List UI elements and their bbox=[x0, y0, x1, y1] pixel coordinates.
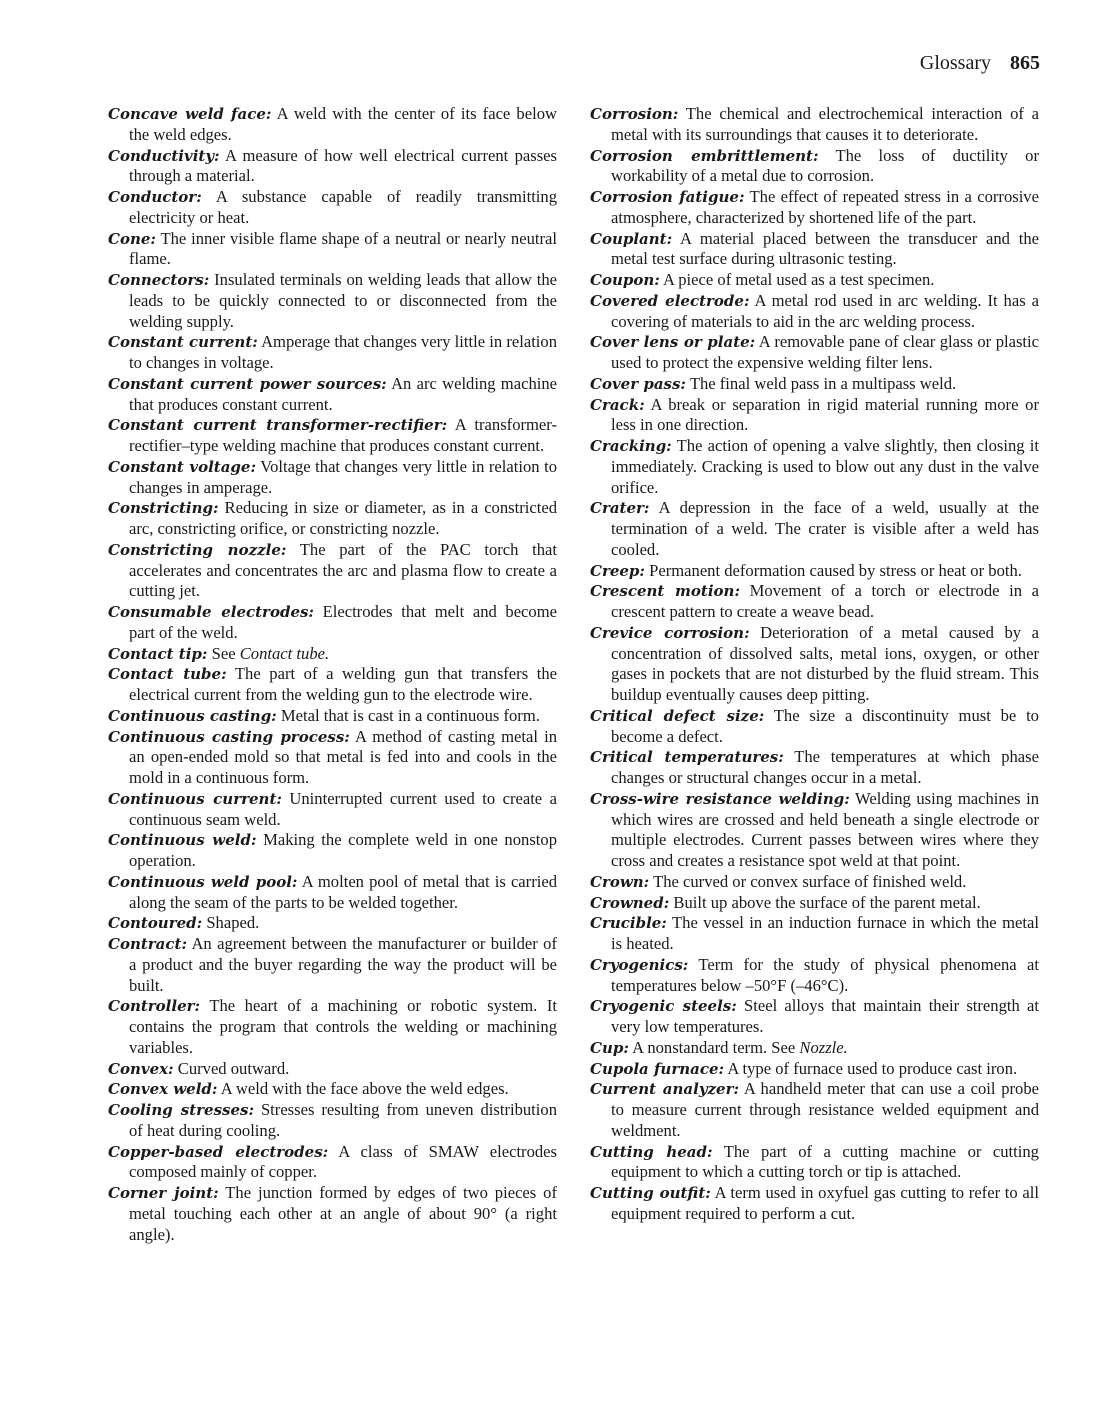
glossary-entry bbox=[590, 623, 1039, 706]
glossary-definition: The part of a cutting machine or cutting equipment to which a cutting torch or tip is attached. bbox=[611, 1141, 1039, 1182]
glossary-definition: A substance capable of readily transmitting electricity or heat. bbox=[129, 187, 558, 227]
glossary-entry bbox=[108, 457, 557, 499]
glossary-entry bbox=[590, 561, 1039, 582]
glossary-definition: The size a discontinuity must be to become a defect. bbox=[611, 705, 1039, 746]
glossary-entry bbox=[108, 229, 557, 271]
glossary-definition: The curved or convex surface of finished weld. bbox=[653, 871, 967, 891]
glossary-term: Contact tube: bbox=[108, 665, 227, 684]
glossary-entry bbox=[108, 1183, 557, 1245]
glossary-term: Corner joint: bbox=[108, 1184, 219, 1202]
glossary-term: Conductor: bbox=[108, 188, 202, 206]
glossary-definition: A removable pane of clear glass or plastic used to protect the expensive welding filter lens. bbox=[611, 332, 1040, 372]
glossary-entry bbox=[108, 1142, 557, 1184]
glossary-entry bbox=[108, 644, 557, 665]
glossary-definition: An arc welding machine that produces constant current. bbox=[129, 373, 558, 414]
glossary-entry bbox=[590, 1079, 1039, 1141]
glossary-definition: The final weld pass in a multipass weld. bbox=[689, 373, 957, 393]
glossary-definition: See bbox=[211, 643, 236, 663]
glossary-entry bbox=[108, 374, 557, 416]
glossary-term: Cryogenic steels: bbox=[590, 997, 737, 1016]
glossary-term: Covered electrode: bbox=[590, 291, 750, 310]
glossary-term: Cutting outfit: bbox=[590, 1184, 711, 1202]
glossary-definition: Built up above the surface of the parent metal. bbox=[673, 892, 981, 912]
glossary-term: Critical temperatures: bbox=[590, 748, 784, 767]
glossary-definition: Voltage that changes very little in relation to changes in amperage. bbox=[129, 456, 558, 497]
glossary-definition: The part of the PAC torch that accelerates and concentrates the arc and plasma flow to create a cutting jet. bbox=[129, 539, 557, 601]
glossary-term: Crown: bbox=[590, 872, 650, 891]
glossary-term: Connectors: bbox=[108, 271, 210, 289]
glossary-term: Cover lens or plate: bbox=[590, 333, 756, 352]
glossary-definition: A weld with the center of its face below the weld edges. bbox=[129, 104, 557, 144]
glossary-entry bbox=[108, 830, 557, 872]
glossary-entry bbox=[108, 664, 557, 706]
glossary-definition: Stresses resulting from uneven distribution of heat during cooling. bbox=[129, 1100, 557, 1140]
glossary-term: Cupola furnace: bbox=[590, 1059, 725, 1078]
glossary-definition: A term used in oxyfuel gas cutting to refer to all equipment required to perform a cut. bbox=[611, 1183, 1039, 1223]
glossary-term: Crucible: bbox=[590, 914, 667, 933]
glossary-definition: The temperatures at which phase changes or structural changes occur in a metal. bbox=[611, 747, 1039, 787]
glossary-entry bbox=[590, 146, 1039, 188]
glossary-entry bbox=[590, 395, 1039, 437]
glossary-term: Cryogenics: bbox=[590, 955, 689, 974]
glossary-definition: Uninterrupted current used to create a continuous seam weld. bbox=[129, 788, 557, 829]
glossary-term: Constant current: bbox=[108, 333, 258, 352]
glossary-entry bbox=[108, 1059, 557, 1080]
glossary-definition: Steel alloys that maintain their strength at very low temperatures. bbox=[611, 996, 1039, 1036]
glossary-term: Convex weld: bbox=[108, 1080, 218, 1099]
glossary-term: Corrosion fatigue: bbox=[590, 188, 745, 206]
glossary-entry bbox=[590, 706, 1039, 748]
glossary-definition: Shaped. bbox=[206, 913, 260, 933]
glossary-definition: An agreement between the manufacturer or builder of a product and the buyer regarding the way the product will be built. bbox=[129, 934, 557, 995]
glossary-entry bbox=[108, 727, 557, 789]
glossary-entry bbox=[108, 187, 557, 229]
glossary-entry bbox=[590, 955, 1039, 997]
glossary-term: Continuous weld: bbox=[108, 831, 257, 850]
glossary-term: Consumable electrodes: bbox=[108, 603, 314, 621]
glossary-definition: A molten pool of metal that is carried along the seam of the parts to be welded together. bbox=[129, 871, 558, 912]
glossary-entry bbox=[590, 996, 1039, 1038]
glossary-entry bbox=[108, 1100, 557, 1142]
glossary-entry bbox=[590, 1142, 1039, 1184]
glossary-definition: The part of a welding gun that transfers the electrical current from the welding gun to the electrode wire. bbox=[129, 664, 558, 704]
glossary-term: Conductivity: bbox=[108, 146, 220, 165]
glossary-entry bbox=[590, 1183, 1039, 1225]
glossary-entry bbox=[590, 374, 1039, 395]
page-number: 865 bbox=[1010, 52, 1040, 74]
glossary-definition: Making the complete weld in one nonstop operation. bbox=[129, 830, 557, 870]
glossary-term: Constricting: bbox=[108, 499, 219, 518]
glossary-term: Convex: bbox=[108, 1059, 174, 1078]
glossary-entry bbox=[590, 872, 1039, 893]
glossary-definition: The vessel in an induction furnace in which the metal is heated. bbox=[611, 913, 1039, 953]
glossary-definition: A measure of how well electrical current passes through a material. bbox=[129, 145, 557, 186]
glossary-entry bbox=[590, 270, 1039, 291]
glossary-term: Coupon: bbox=[590, 271, 660, 289]
glossary-definition: Reducing in size or diameter, as in a constricted arc, constricting orifice, or constricting nozzle. bbox=[129, 498, 557, 538]
glossary-entry bbox=[590, 1038, 1039, 1059]
glossary-entry bbox=[108, 332, 557, 374]
glossary-entry bbox=[108, 996, 557, 1058]
glossary-definition: The chemical and electrochemical interaction of a metal with its surroundings that causes it to deteriorate. bbox=[611, 104, 1039, 144]
glossary-term: Corrosion embrittlement: bbox=[590, 146, 819, 165]
glossary-term: Crevice corrosion: bbox=[590, 623, 750, 642]
glossary-entry bbox=[590, 498, 1039, 560]
glossary-entry bbox=[108, 270, 557, 332]
glossary-term: Constant current power sources: bbox=[108, 374, 387, 393]
glossary-see-reference: Nozzle. bbox=[799, 1037, 848, 1057]
glossary-term: Cooling stresses: bbox=[108, 1101, 254, 1119]
glossary-entry bbox=[108, 913, 557, 934]
glossary-definition: The inner visible flame shape of a neutral or nearly neutral flame. bbox=[129, 228, 557, 269]
glossary-term: Couplant: bbox=[590, 229, 673, 248]
glossary-term: Cutting head: bbox=[590, 1142, 713, 1161]
glossary-definition: A class of SMAW electrodes composed mainly of copper. bbox=[129, 1141, 557, 1182]
glossary-term: Contact tip: bbox=[108, 644, 208, 663]
glossary-term: Cracking: bbox=[590, 437, 672, 455]
glossary-entry bbox=[590, 913, 1039, 955]
glossary-entry bbox=[108, 934, 557, 996]
glossary-definition: A depression in the face of a weld, usually at the termination of a weld. The crater is visible after a weld has cooled. bbox=[611, 498, 1039, 559]
glossary-definition: Permanent deformation caused by stress or heat or both. bbox=[649, 560, 1022, 580]
section-label: Glossary bbox=[919, 52, 991, 74]
glossary-entry bbox=[590, 332, 1039, 374]
glossary-term: Concave weld face: bbox=[108, 105, 272, 123]
glossary-definition: The junction formed by edges of two pieces of metal touching each other at an angle of about 90° (a right angle). bbox=[129, 1183, 557, 1244]
glossary-definition: The effect of repeated stress in a corrosive atmosphere, characterized by shortened life of the part. bbox=[611, 187, 1039, 227]
glossary-definition: Term for the study of physical phenomena at temperatures below –50°F (–46°C). bbox=[611, 954, 1039, 995]
glossary-definition: A metal rod used in arc welding. It has a covering of materials to aid in the arc welding process. bbox=[611, 290, 1039, 331]
glossary-column-right bbox=[590, 104, 1039, 1225]
glossary-term: Crack: bbox=[590, 395, 645, 414]
glossary-term: Crowned: bbox=[590, 893, 670, 912]
glossary-definition: Metal that is cast in a continuous form. bbox=[280, 705, 540, 725]
glossary-entry bbox=[108, 498, 557, 540]
glossary-term: Cover pass: bbox=[590, 374, 686, 393]
glossary-column-left bbox=[108, 104, 557, 1245]
glossary-definition: A nonstandard term. See bbox=[632, 1037, 796, 1057]
glossary-entry bbox=[108, 415, 557, 457]
glossary-entry bbox=[590, 747, 1039, 789]
glossary-term: Contoured: bbox=[108, 914, 203, 933]
glossary-entry bbox=[590, 436, 1039, 498]
glossary-entry bbox=[590, 1059, 1039, 1080]
glossary-definition: A break or separation in rigid material running more or less in one direction. bbox=[611, 394, 1039, 435]
glossary-term: Corrosion: bbox=[590, 105, 679, 123]
glossary-definition: Electrodes that melt and become part of the weld. bbox=[129, 602, 557, 642]
glossary-definition: A piece of metal used as a test specimen. bbox=[663, 270, 935, 289]
glossary-definition: A type of furnace used to produce cast iron. bbox=[727, 1058, 1018, 1078]
glossary-entry bbox=[590, 291, 1039, 333]
glossary-term: Contract: bbox=[108, 935, 187, 953]
glossary-definition: Amperage that changes very little in relation to changes in voltage. bbox=[129, 332, 558, 372]
glossary-definition: Movement of a torch or electrode in a crescent pattern to create a weave bead. bbox=[611, 581, 1039, 621]
glossary-term: Cross-wire resistance welding: bbox=[590, 789, 850, 808]
glossary-definition: A weld with the face above the weld edges. bbox=[220, 1079, 509, 1099]
glossary-entry bbox=[108, 602, 557, 644]
glossary-term: Crater: bbox=[590, 499, 650, 518]
glossary-entry bbox=[108, 789, 557, 831]
glossary-entry bbox=[590, 104, 1039, 146]
glossary-definition: Deterioration of a metal caused by a concentration of dissolved salts, metal ions, oxygen, or other gases in pockets that are not disturbed by the fluid stream. This buildup eventually causes deep pitting. bbox=[611, 622, 1039, 704]
glossary-term: Constant voltage: bbox=[108, 457, 257, 476]
glossary-term: Constricting nozzle: bbox=[108, 540, 287, 559]
glossary-term: Continuous casting process: bbox=[108, 727, 350, 746]
page-header bbox=[920, 50, 1040, 76]
glossary-term: Continuous current: bbox=[108, 789, 282, 808]
glossary-term: Copper-based electrodes: bbox=[108, 1142, 329, 1161]
glossary-definition: A handheld meter that can use a coil probe to measure current through resistance welded equipment and weldment. bbox=[611, 1079, 1039, 1140]
glossary-definition: A material placed between the transducer and the metal test surface during ultrasonic testing. bbox=[611, 228, 1039, 269]
glossary-term: Continuous weld pool: bbox=[108, 872, 298, 891]
glossary-term: Cone: bbox=[108, 229, 156, 248]
glossary-term: Constant current transformer-rectifier: bbox=[108, 416, 448, 435]
glossary-entry bbox=[108, 540, 557, 602]
glossary-definition: Welding using machines in which wires are crossed and held beneath a single electrode or multiple electrodes. Current passes between wires where they cross and creates a resistance spot weld at that point. bbox=[611, 788, 1039, 870]
glossary-entry bbox=[590, 187, 1039, 229]
glossary-definition: The loss of ductility or workability of a metal due to corrosion. bbox=[611, 145, 1040, 186]
glossary-entry bbox=[108, 104, 557, 146]
glossary-entry bbox=[590, 893, 1039, 914]
glossary-entry bbox=[590, 789, 1039, 872]
glossary-entry bbox=[108, 1079, 557, 1100]
glossary-definition: A transformer-rectifier–type welding machine that produces constant current. bbox=[129, 415, 558, 455]
glossary-entry bbox=[108, 706, 557, 727]
glossary-term: Cup: bbox=[590, 1038, 629, 1057]
glossary-term: Controller: bbox=[108, 997, 201, 1016]
glossary-term: Current analyzer: bbox=[590, 1080, 740, 1099]
glossary-see-reference: Contact tube. bbox=[239, 643, 330, 663]
glossary-term: Continuous casting: bbox=[108, 706, 277, 725]
glossary-term: Crescent motion: bbox=[590, 582, 740, 601]
glossary-term: Critical defect size: bbox=[590, 706, 765, 725]
glossary-definition: A method of casting metal in an open-ended mold so that metal is fed into and cools in the mold in a continuous form. bbox=[129, 726, 557, 787]
glossary-term: Creep: bbox=[590, 561, 645, 580]
glossary-entry bbox=[108, 146, 557, 188]
glossary-definition: Curved outward. bbox=[177, 1058, 290, 1078]
glossary-definition: Insulated terminals on welding leads that allow the leads to be quickly connected to or disconnected from the welding supply. bbox=[129, 270, 557, 331]
glossary-entry bbox=[590, 581, 1039, 623]
glossary-entry bbox=[590, 229, 1039, 271]
glossary-entry bbox=[108, 872, 557, 914]
glossary-definition: The action of opening a valve slightly, then closing it immediately. Cracking is used to blow out any dust in the valve orifice. bbox=[611, 436, 1040, 497]
glossary-definition: The heart of a machining or robotic system. It contains the program that controls the welding or machining variables. bbox=[129, 996, 557, 1057]
